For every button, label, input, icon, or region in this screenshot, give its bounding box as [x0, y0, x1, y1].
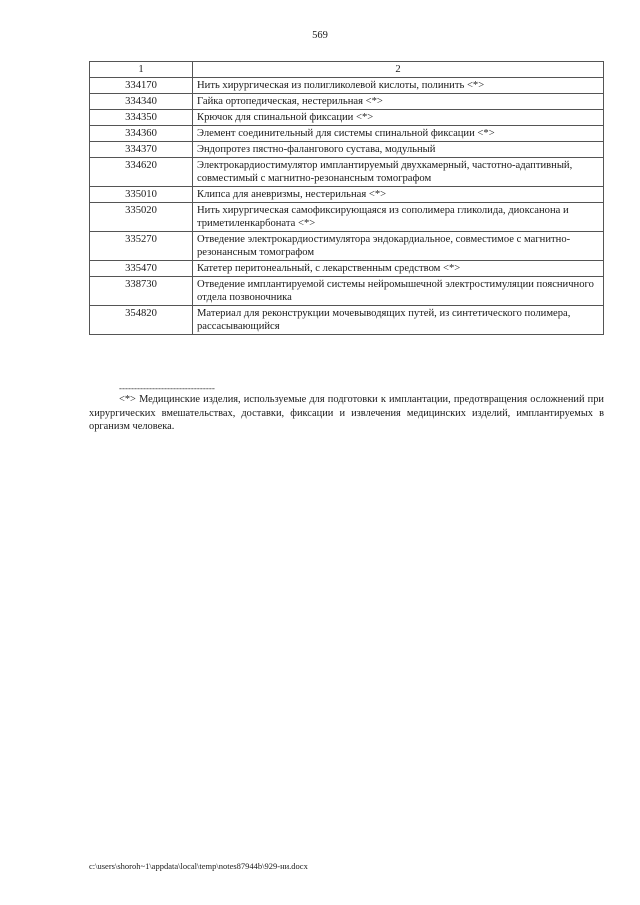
table-row [90, 142, 604, 158]
table-row [90, 158, 604, 187]
column-header-name: 2 [193, 62, 604, 78]
table-row [90, 78, 604, 94]
device-name-cell: Нить хирургическая самофиксирующаяся из сополимера гликолида, диоксанона и триметиленкарбоната <*> [193, 203, 604, 232]
device-name-cell: Катетер перитонеальный, с лекарственным средством <*> [193, 261, 604, 277]
table-body [90, 78, 604, 335]
device-code-cell: 335270 [90, 232, 193, 261]
device-name-cell: Клипса для аневризмы, нестерильная <*> [193, 187, 604, 203]
table-row [90, 203, 604, 232]
device-code-cell: 338730 [90, 277, 193, 306]
device-code-cell: 334340 [90, 94, 193, 110]
column-header-code: 1 [90, 62, 193, 78]
file-path: c:\users\shoroh~1\appdata\local\temp\notes87944b\929-ни.docx [89, 861, 308, 871]
table-row [90, 94, 604, 110]
device-code-cell: 334620 [90, 158, 193, 187]
footnote-text: <*> Медицинские изделия, используемые для подготовки к имплантации, предотвращения осложнений при хирургических вмешательствах, доставки, фиксации и извлечения медицинских изделий, имплантируемых в организм человека. [89, 394, 604, 432]
device-code-cell: 335010 [90, 187, 193, 203]
table-row [90, 187, 604, 203]
page-number: 569 [312, 30, 328, 41]
device-name-cell: Крючок для спинальной фиксации <*> [193, 110, 604, 126]
device-code-cell: 335020 [90, 203, 193, 232]
device-code-cell: 354820 [90, 306, 193, 335]
table-row [90, 261, 604, 277]
table-row [90, 126, 604, 142]
device-name-cell: Электрокардиостимулятор имплантируемый двухкамерный, частотно-адаптивный, совместимый с магнитно-резонансным томографом [193, 158, 604, 187]
device-name-cell: Отведение электрокардиостимулятора эндокардиальное, совместимое с магнитно-резонансным томографом [193, 232, 604, 261]
device-name-cell: Нить хирургическая из полигликолевой кислоты, полинить <*> [193, 78, 604, 94]
table-row [90, 306, 604, 335]
device-code-cell: 334170 [90, 78, 193, 94]
device-code-cell: 334360 [90, 126, 193, 142]
device-name-cell: Отведение имплантируемой системы нейромышечной электростимуляции поясничного отдела позвоночника [193, 277, 604, 306]
table-row [90, 277, 604, 306]
table-row [90, 232, 604, 261]
device-name-cell: Эндопротез пястно-фалангового сустава, модульный [193, 142, 604, 158]
table-row [90, 110, 604, 126]
devices-table [89, 61, 604, 335]
device-name-cell: Материал для реконструкции мочевыводящих путей, из синтетического полимера, рассасывающийся [193, 306, 604, 335]
device-code-cell: 334370 [90, 142, 193, 158]
footnote-rule: -------------------------------- [119, 383, 215, 393]
device-code-cell: 334350 [90, 110, 193, 126]
device-code-cell: 335470 [90, 261, 193, 277]
device-name-cell: Гайка ортопедическая, нестерильная <*> [193, 94, 604, 110]
device-name-cell: Элемент соединительный для системы спинальной фиксации <*> [193, 126, 604, 142]
table-header-row [90, 62, 604, 78]
